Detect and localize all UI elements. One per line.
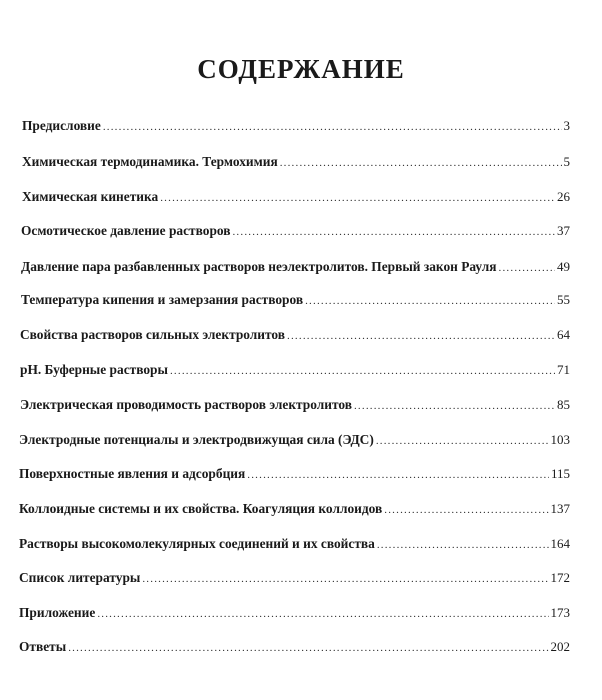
toc-leader-dots <box>160 192 555 204</box>
toc-entry <box>20 397 570 417</box>
toc-entry-page: 3 <box>563 118 570 133</box>
toc-entry-title: Осмотическое давление растворов <box>21 223 231 238</box>
toc-leader-dots <box>376 435 549 447</box>
toc-entry-page: 5 <box>563 154 570 169</box>
toc-leader-dots <box>142 573 548 585</box>
toc-leader-dots <box>247 469 549 481</box>
toc-leader-dots <box>280 157 562 169</box>
toc-entry-page: 173 <box>550 605 570 620</box>
toc-entry <box>21 259 570 279</box>
toc-entry-title: Коллоидные системы и их свойства. Коагуляция коллоидов <box>19 501 383 516</box>
toc-leader-dots <box>232 226 555 238</box>
toc-entry-page: 64 <box>557 327 570 342</box>
toc-leader-dots <box>499 262 555 274</box>
toc-entry-title: pH. Буферные растворы <box>20 362 168 377</box>
toc-entry-title: Растворы высокомолекулярных соединений и их свойства <box>19 536 375 551</box>
toc-entry-title: Температура кипения и замерзания растворов <box>21 292 304 307</box>
toc-entry-title: Список литературы <box>19 570 141 585</box>
toc-entry-title: Химическая кинетика <box>22 189 159 204</box>
toc-entry-page: 202 <box>550 639 570 654</box>
toc-entry-title: Давление пара разбавленных растворов неэлектролитов. Первый закон Рауля <box>21 259 497 274</box>
toc-leader-dots <box>68 642 548 654</box>
toc-entry <box>22 189 570 209</box>
toc-entry <box>22 154 570 174</box>
toc-entry-page: 55 <box>557 292 570 307</box>
toc-leader-dots <box>287 330 555 342</box>
toc-entry-title: Химическая термодинамика. Термохимия <box>22 154 278 169</box>
toc-entry-page: 85 <box>557 397 570 412</box>
toc-entry <box>20 362 570 382</box>
toc-leader-dots <box>377 539 549 551</box>
toc-entry-title: Поверхностные явления и адсорбция <box>19 466 246 481</box>
toc-entry <box>21 292 570 312</box>
toc-entry <box>19 432 570 452</box>
toc-entry <box>19 501 570 521</box>
toc-leader-dots <box>103 121 562 133</box>
toc-entry <box>21 223 570 243</box>
toc-leader-dots <box>170 365 555 377</box>
toc-entry <box>22 118 570 138</box>
toc-entry <box>19 639 570 659</box>
toc-entry <box>19 466 570 486</box>
toc-entry-page: 103 <box>550 432 570 447</box>
page-title: СОДЕРЖАНИЕ <box>197 54 405 84</box>
toc-entry-page: 37 <box>557 223 570 238</box>
toc-entry-page: 115 <box>550 466 570 481</box>
toc-entry-title: Электрическая проводимость растворов электролитов <box>20 397 352 412</box>
toc-entry-title: Предисловие <box>22 118 101 133</box>
toc-leader-dots <box>384 504 548 516</box>
toc-entry <box>19 570 570 590</box>
toc-entry-page: 164 <box>550 536 570 551</box>
toc-entry <box>20 327 570 347</box>
toc-entry-page: 172 <box>550 570 570 585</box>
toc-entry-page: 49 <box>557 259 570 274</box>
toc-entry-title: Электродные потенциалы и электродвижущая сила (ЭДС) <box>19 432 374 447</box>
toc-leader-dots <box>97 608 548 620</box>
toc-entry-page: 26 <box>557 189 570 204</box>
toc-entry-title: Ответы <box>19 639 67 654</box>
toc-entry-title: Приложение <box>19 605 96 620</box>
toc-leader-dots <box>305 295 555 307</box>
toc-entry-page: 137 <box>550 501 570 516</box>
toc-entry <box>19 605 570 625</box>
toc-leader-dots <box>354 400 555 412</box>
toc-entry <box>19 536 570 556</box>
toc-entry-title: Свойства растворов сильных электролитов <box>20 327 286 342</box>
toc-entry-page: 71 <box>557 362 570 377</box>
